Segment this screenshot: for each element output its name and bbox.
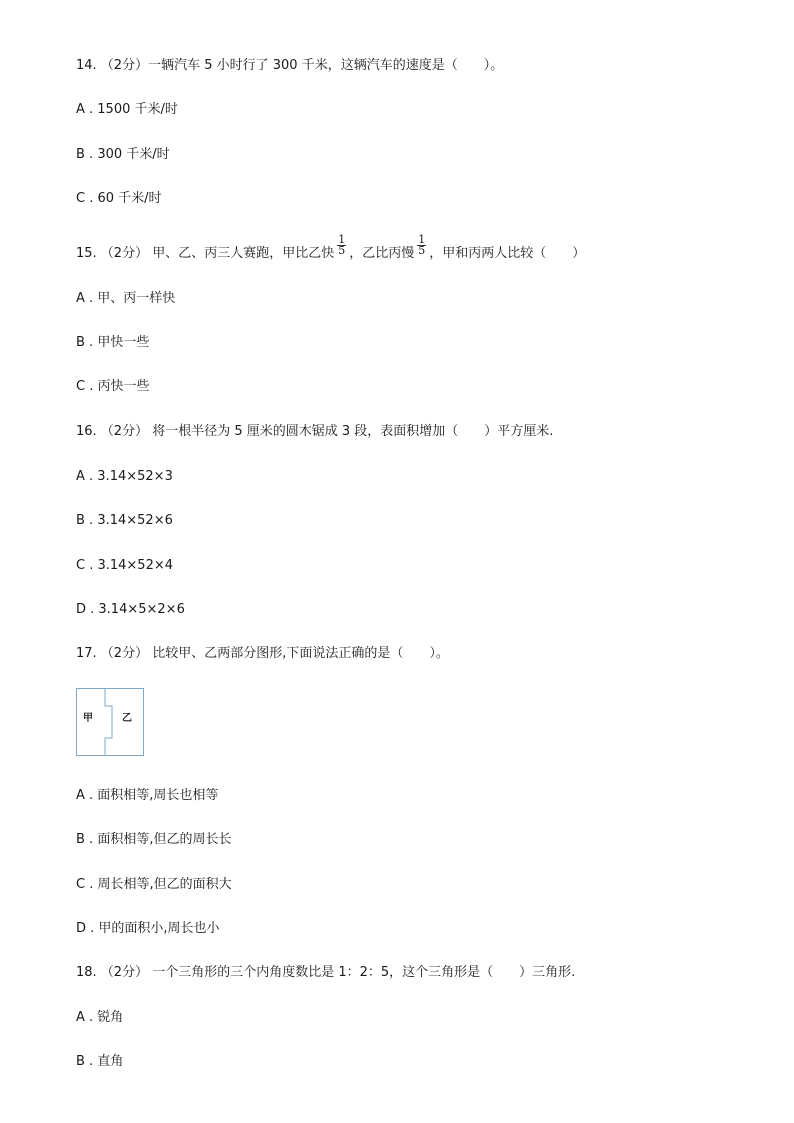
question-18-option-a[interactable]: A . 锐角 [76, 1010, 124, 1025]
question-14-stem: 14. （2分）一辆汽车 5 小时行了 300 千米，这辆汽车的速度是（ ）。 [76, 58, 504, 73]
fraction-denominator: 5 [418, 244, 426, 257]
question-17-option-b[interactable]: B . 面积相等,但乙的周长长 [76, 832, 232, 847]
question-17-figure [76, 688, 144, 756]
fraction-one-fifth-1 [337, 235, 346, 256]
question-14-option-a[interactable]: A . 1500 千米/时 [76, 102, 178, 117]
question-18-stem: 18. （2分） 一个三角形的三个内角度数比是 1：2：5，这个三角形是（ ）三角形. [76, 965, 576, 980]
question-14-option-b[interactable]: B . 300 千米/时 [76, 147, 170, 162]
question-16-stem: 16. （2分） 将一根半径为 5 厘米的圆木锯成 3 段，表面积增加（ ）平方厘米. [76, 424, 554, 439]
question-15-option-c[interactable]: C . 丙快一些 [76, 379, 150, 394]
question-16-option-d[interactable]: D . 3.14×5×2×6 [76, 602, 185, 617]
question-16-option-a[interactable]: A . 3.14×52×3 [76, 469, 173, 484]
question-15-stem [76, 233, 586, 264]
question-16-option-c[interactable]: C . 3.14×52×4 [76, 558, 174, 573]
question-15-option-b[interactable]: B . 甲快一些 [76, 335, 150, 350]
fraction-numerator: 1 [418, 233, 426, 246]
fraction-denominator: 5 [338, 244, 346, 257]
figure-label-yi: 乙 [122, 713, 132, 724]
question-14-option-c[interactable]: C . 60 千米/时 [76, 191, 162, 206]
question-18-option-b[interactable]: B . 直角 [76, 1054, 124, 1069]
question-15-stem-part1: 15. （2分） 甲、乙、丙三人赛跑，甲比乙快 [76, 246, 335, 261]
fraction-one-fifth-2 [417, 235, 426, 256]
question-17-option-a[interactable]: A . 面积相等,周长也相等 [76, 788, 219, 803]
fraction-numerator: 1 [338, 233, 346, 246]
figure-label-jia: 甲 [83, 713, 93, 724]
question-15-option-a[interactable]: A . 甲、丙一样快 [76, 291, 176, 306]
question-17-option-d[interactable]: D . 甲的面积小,周长也小 [76, 921, 220, 936]
question-17-option-c[interactable]: C . 周长相等,但乙的面积大 [76, 877, 232, 892]
question-16-option-b[interactable]: B . 3.14×52×6 [76, 513, 173, 528]
question-15-stem-part2: ，乙比丙慢 [349, 246, 415, 261]
question-17-stem: 17. （2分） 比较甲、乙两部分图形,下面说法正确的是（ ）。 [76, 646, 449, 661]
question-15-stem-part3: ，甲和丙两人比较（ ） [429, 246, 586, 261]
